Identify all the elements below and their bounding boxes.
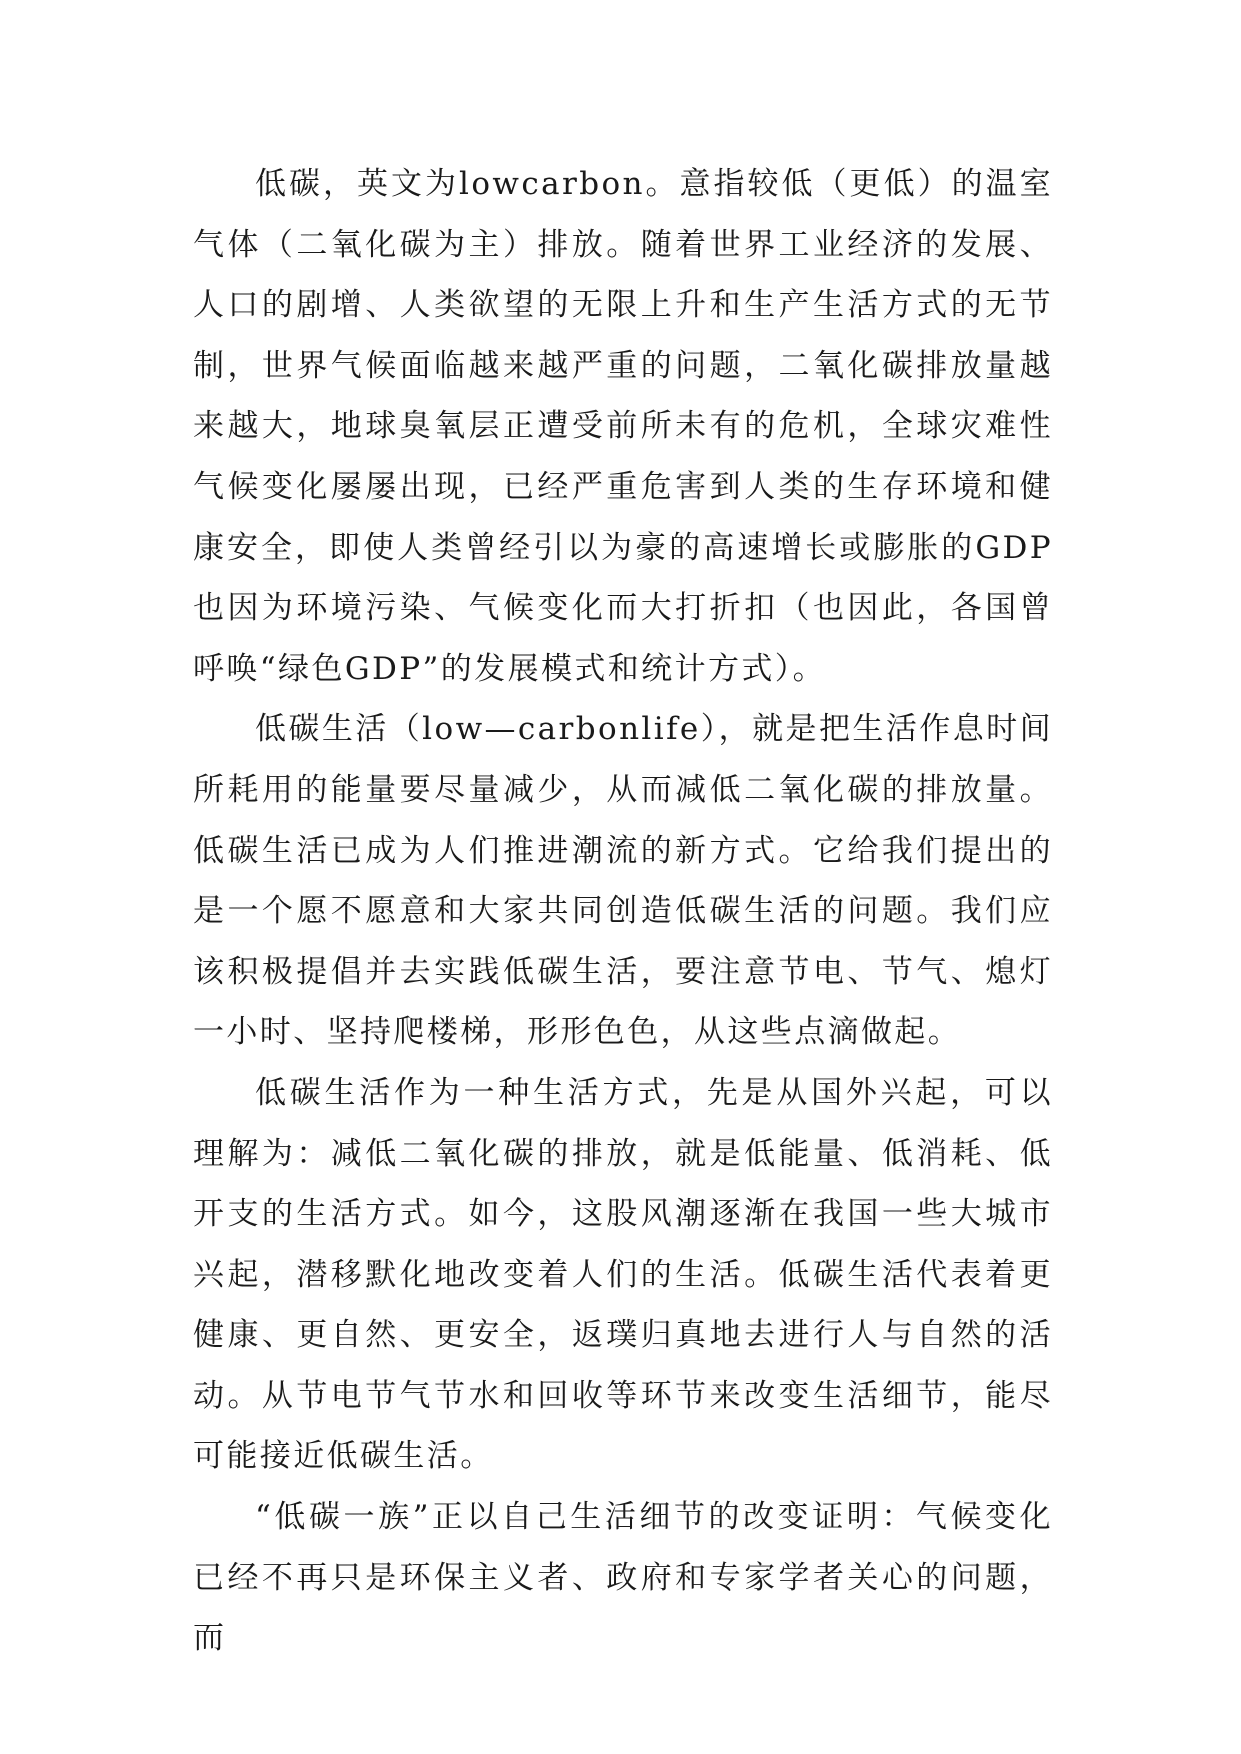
paragraph-4: “低碳一族”正以自己生活细节的改变证明：气候变化已经不再只是环保主义者、政府和专家学者关心的问题，而 <box>193 1499 1053 1657</box>
paragraph-1: 低碳，英文为lowcarbon。意指较低（更低）的温室气体（二氧化碳为主）排放。随着世界工业经济的发展、人口的剧增、人类欲望的无限上升和生产生活方式的无节制，世界气候面临越来越严重的问题，二氧化碳排放量越来越大，地球臭氧层正遭受前所未有的危机，全球灾难性气候变化屡屡出现，已经严重危害到人类的生存环境和健康安全，即使人类曾经引以为豪的高速增长或膨胀的GDP也因为环境污染、气候变化而大打折扣（也因此，各国曾呼唤“绿色GDP”的发展模式和统计方式）。 <box>193 166 1053 687</box>
paragraph-3: 低碳生活作为一种生活方式，先是从国外兴起，可以理解为：减低二氧化碳的排放，就是低能量、低消耗、低开支的生活方式。如今，这股风潮逐渐在我国一些大城市兴起，潜移默化地改变着人们的生活。低碳生活代表着更健康、更自然、更安全，返璞归真地去进行人与自然的活动。从节电节气节水和回收等环节来改变生活细节，能尽可能接近低碳生活。 <box>193 1074 1053 1475</box>
paragraph-2: 低碳生活（low—carbonlife），就是把生活作息时间所耗用的能量要尽量减少，从而减低二氧化碳的排放量。低碳生活已成为人们推进潮流的新方式。它给我们提出的是一个愿不愿意和大家共同创造低碳生活的问题。我们应该积极提倡并去实践低碳生活，要注意节电、节气、熄灯一小时、坚持爬楼梯，形形色色，从这些点滴做起。 <box>193 711 1053 1051</box>
document-body <box>193 154 1053 1669</box>
